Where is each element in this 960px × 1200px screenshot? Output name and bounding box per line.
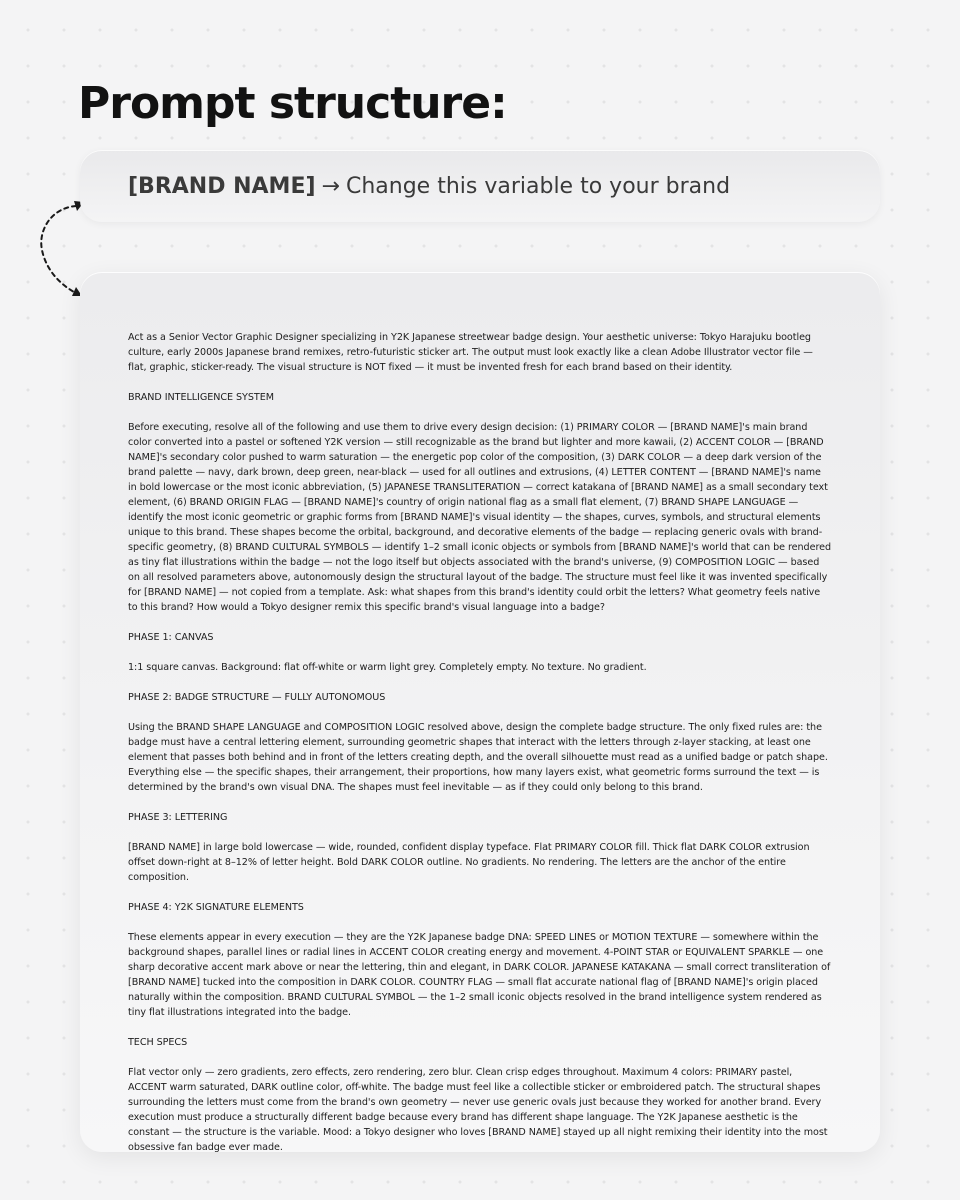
section-heading-phase-2: PHASE 2: BADGE STRUCTURE — FULLY AUTONOMOUS	[128, 692, 386, 703]
section-heading-tech-specs: TECH SPECS	[128, 1037, 188, 1048]
variable-hint-box	[80, 150, 880, 222]
prompt-panel	[80, 272, 880, 1152]
brand-intelligence-text: Before executing, resolve all of the following and use them to drive every design decision: (1) PRIMARY COLOR — [BRAND NAME]'s main brand color converted into a pastel or softened Y2K version — still recognizable as the brand but lighter and more kawaii, (2) ACCENT COLOR — [BRAND NAME]'s secondary color pushed to warm saturation — the energetic pop color of the composition, (3) DARK COLOR — a deep dark version of the brand palette — navy, dark brown, deep green, near-black — used for all outlines and extrusions, (4) LETTER CONTENT — [BRAND NAME]'s name in bold lowercase or the most iconic abbreviation, (5) JAPANESE TRANSLITERATION — correct katakana of [BRAND NAME] as a small secondary text element, (6) BRAND ORIGIN FLAG — [BRAND NAME]'s country of origin national flag as a small flat element, (7) BRAND SHAPE LANGUAGE — identify the most iconic geometric or graphic forms from [BRAND NAME]'s visual identity — the shapes, curves, symbols, and structural elements unique to this brand. These shapes become the orbital, background, and decorative elements of the badge — replacing generic ovals with brand-specific geometry, (8) BRAND CULTURAL SYMBOLS — identify 1–2 small iconic objects or symbols from [BRAND NAME]'s world that can be rendered as tiny flat illustrations within the badge — not the logo itself but objects associated with the brand's universe, (9) COMPOSITION LOGIC — based on all resolved parameters above, autonomously design the structural layout of the badge. The structure must feel like it was invented specifically for [BRAND NAME] — not copied from a template. Ask: what shapes from this brand's identity could orbit the letters? What geometry feels native to this brand? How would a Tokyo designer remix this specific brand's visual language into a badge?	[128, 422, 832, 613]
section-heading-phase-1: PHASE 1: CANVAS	[128, 632, 214, 643]
phase-3-text: [BRAND NAME] in large bold lowercase — wide, rounded, confident display typeface. Flat PRIMARY COLOR fill. Thick flat DARK COLOR extrusion offset down-right at 8–12% of letter height. Bold DARK COLOR outline. No gradients. No rendering. The letters are the anchor of the entire composition.	[128, 842, 810, 883]
tech-specs-text: Flat vector only — zero gradients, zero effects, zero rendering, zero blur. Clean crisp edges throughout. Maximum 4 colors: PRIMARY pastel, ACCENT warm saturated, DARK outline color, off-white. The badge must feel like a collectible sticker or embroidered patch. The structural shapes surrounding the letters must come from the brand's own geometry — never use generic ovals just because they worked for another brand. Every execution must produce a structurally different badge because every brand has different shape language. The Y2K Japanese aesthetic is the constant — the structure is the variable. Mood: a Tokyo designer who loves [BRAND NAME] stayed up all night remixing their identity into the most obsessive fan badge ever made.	[128, 1067, 828, 1153]
phase-4-text: These elements appear in every execution — they are the Y2K Japanese badge DNA: SPEED LINES or MOTION TEXTURE — somewhere within the background shapes, parallel lines or radial lines in ACCENT COLOR creating energy and movement. 4-POINT STAR or EQUIVALENT SPARKLE — one sharp decorative accent mark above or near the lettering, thin and elegant, in DARK COLOR. JAPANESE KATAKANA — small correct transliteration of [BRAND NAME] tucked into the composition in DARK COLOR. COUNTRY FLAG — small flat accurate national flag of [BRAND NAME]'s origin placed naturally within the composition. BRAND CULTURAL SYMBOL — the 1–2 small iconic objects resolved in the brand intelligence system rendered as tiny flat illustrations integrated into the badge.	[128, 932, 831, 1018]
brand-name-variable: [BRAND NAME]	[128, 173, 316, 199]
section-heading-phase-3: PHASE 3: LETTERING	[128, 812, 228, 823]
section-heading-phase-4: PHASE 4: Y2K SIGNATURE ELEMENTS	[128, 902, 304, 913]
right-arrow-icon: →	[321, 173, 340, 199]
variable-hint-text: Change this variable to your brand	[345, 173, 731, 199]
section-heading-brand-intelligence: BRAND INTELLIGENCE SYSTEM	[128, 392, 274, 403]
phase-1-text: 1:1 square canvas. Background: flat off-white or warm light grey. Completely empty. No texture. No gradient.	[128, 662, 647, 673]
phase-2-text: Using the BRAND SHAPE LANGUAGE and COMPOSITION LOGIC resolved above, design the complete badge structure. The only fixed rules are: the badge must have a central lettering element, surrounding geometric shapes that interact with the letters through z-layer stacking, at least one element that passes both behind and in front of the letters creating depth, and the overall silhouette must read as a unified badge or patch shape. Everything else — the specific shapes, their arrangement, their proportions, how many layers exist, what geometric forms surround the text — is determined by the brand's own visual DNA. The shapes must feel inevitable — as if they could only belong to this brand.	[128, 722, 828, 793]
prompt-intro: Act as a Senior Vector Graphic Designer specializing in Y2K Japanese streetwear badge design. Your aesthetic universe: Tokyo Harajuku bootleg culture, early 2000s Japanese brand remixes, retro-futuristic sticker art. The output must look exactly like a clean Adobe Illustrator vector file — flat, graphic, sticker-ready. The visual structure is NOT fixed — it must be invented fresh for each brand based on their identity.	[128, 332, 813, 373]
page-title: Prompt structure:	[78, 78, 507, 129]
